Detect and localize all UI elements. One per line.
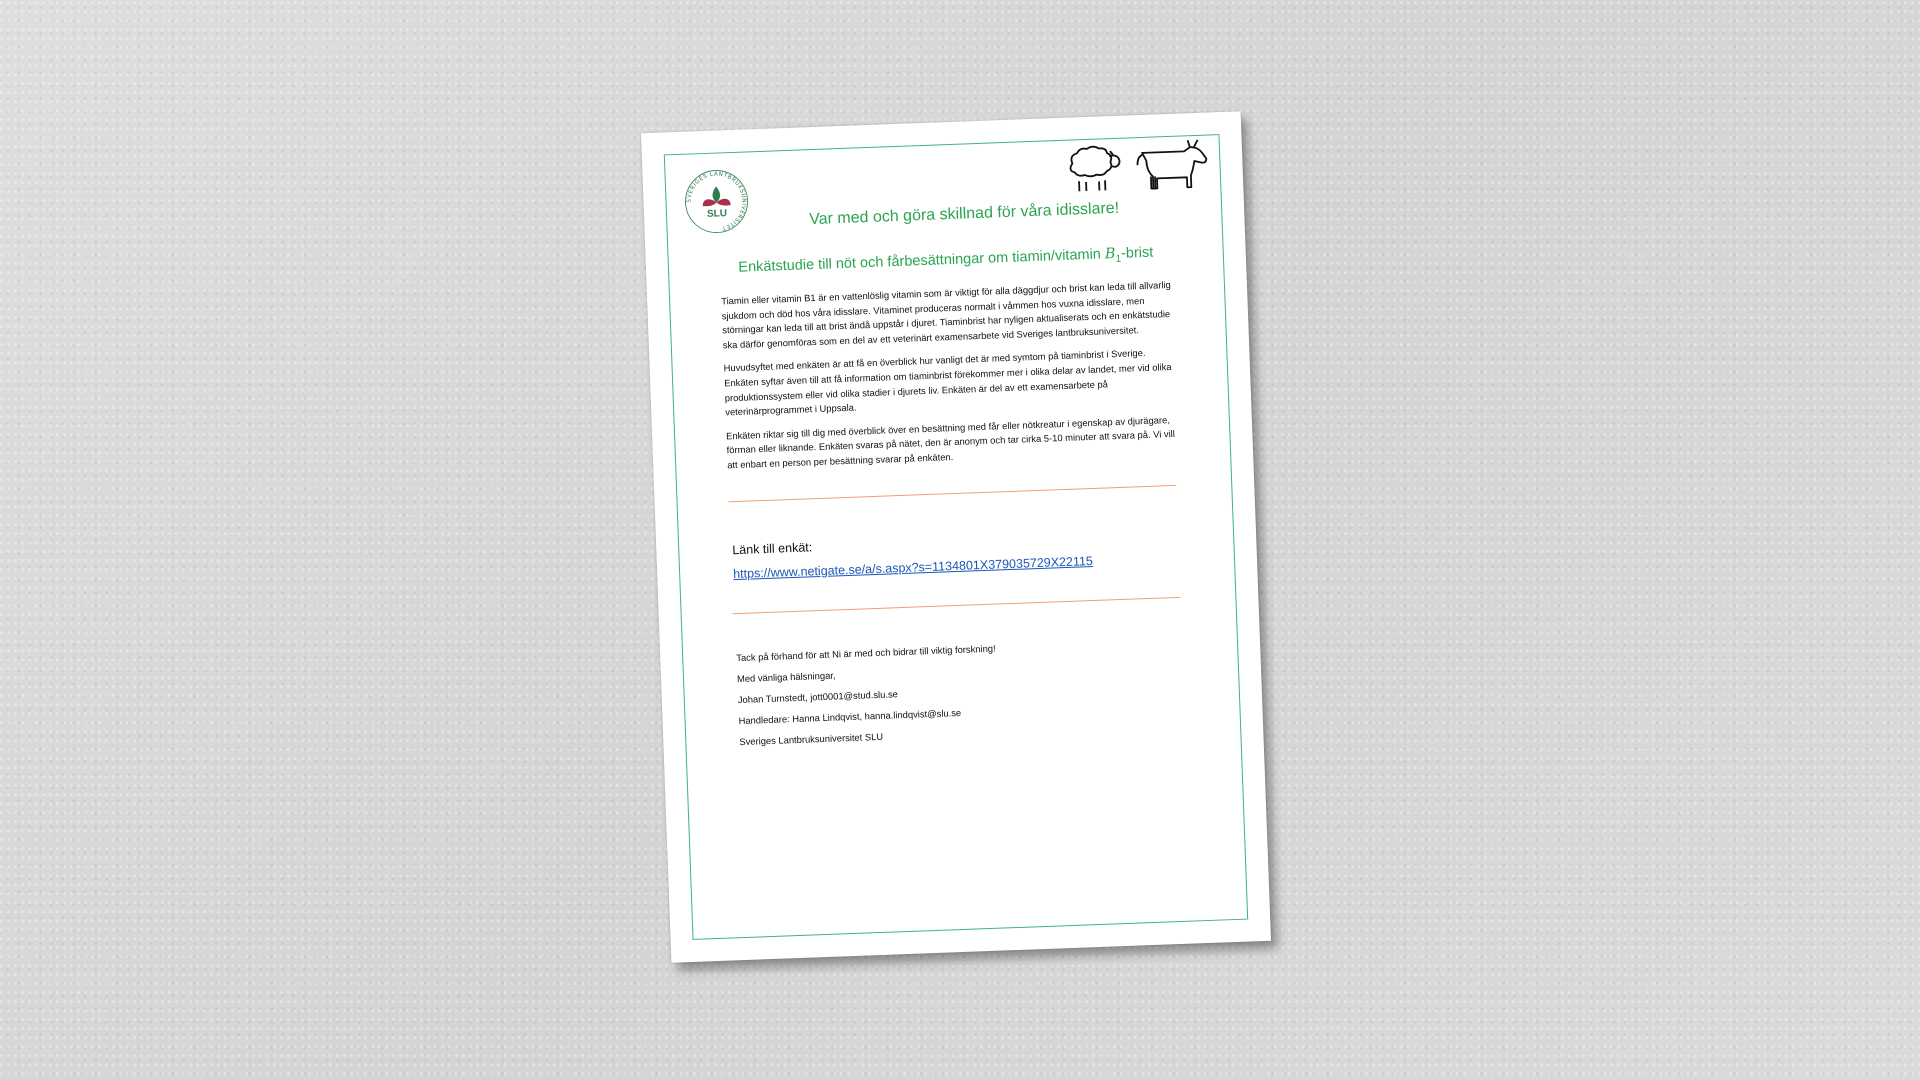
closing-greeting: Med vänliga hälsningar, (736, 669, 836, 685)
paragraph-intro: Tiamin eller vitamin B1 är en vattenlöslig vitamin som är viktigt för alla däggdjur och brist kan leda till allvarlig sjukdom och död hos våra idisslare. Vitaminet produceras normalt i våmmen hos vuxna idisslare, men störningar kan leda till att brist ändå uppstår i djuret. Tiaminbrist har nyligen aktualiserats och en enkätstudie ska därför genomföras som en del av ett veterinärt examensarbete vid Sveriges lantbruksuniversitet. (720, 278, 1171, 351)
survey-link[interactable]: https://www.netigate.se/a/s.aspx?s=1134801X379035729X22115 (732, 554, 1094, 582)
survey-link-label: Länk till enkät: (732, 540, 813, 558)
subtitle-after: -brist (1120, 244, 1154, 262)
paragraph-purpose: Huvudsyftet med enkäten är att få en överblick hur vanligt det är med symtom på tiaminbrist i Sverige. Enkäten syftar även till att få information om tiaminbrist förekommer mer i olika delar av landet, mer vid olika produktionssystem eller vid olika stadier i djurets liv. Enkäten är del av ett examensarbete på veterinärprogrammet i Uppsala. (723, 347, 1172, 418)
logo-ring-text: SVERIGES LANTBRUKSUNIVERSITET (686, 171, 747, 232)
animal-icons (1062, 136, 1214, 193)
logo-mark: SLU (706, 208, 728, 220)
closing-supervisor: Handledare: Hanna Lindqvist, hanna.lindqvist@slu.se (738, 706, 962, 727)
sheep-icon (1070, 146, 1121, 192)
subtitle-sub: 1 (1115, 253, 1122, 265)
closing-author: Johan Turnstedt, jott0001@stud.slu.se (737, 688, 899, 706)
paragraph-audience: Enkäten riktar sig till dig med överblick över en besättning med får eller nötkreatur i egenskap av djurägare, förman eller liknande. Enkäten svaras på nätet, den är anonym och tar cirka 5-10 minuter att svara på. Vi vill att enbart en person per besättning svarar på enkäten. (725, 413, 1176, 471)
cow-icon (1137, 140, 1208, 189)
flyer-sheet (641, 111, 1271, 962)
closing-institution: Sveriges Lantbruksuniversitet SLU (739, 730, 884, 748)
subtitle-before: Enkätstudie till nöt och fårbesättningar om tiamin/vitamin (738, 246, 1106, 276)
flyer-body (721, 278, 1180, 482)
subtitle-var: B (1104, 245, 1116, 263)
closing-thanks: Tack på förhand för att Ni är med och bidrar till viktig forskning! (736, 642, 996, 664)
flyer-title: Var med och göra skillnad för våra idisslare! (808, 199, 1120, 229)
closing-block (736, 636, 1190, 757)
